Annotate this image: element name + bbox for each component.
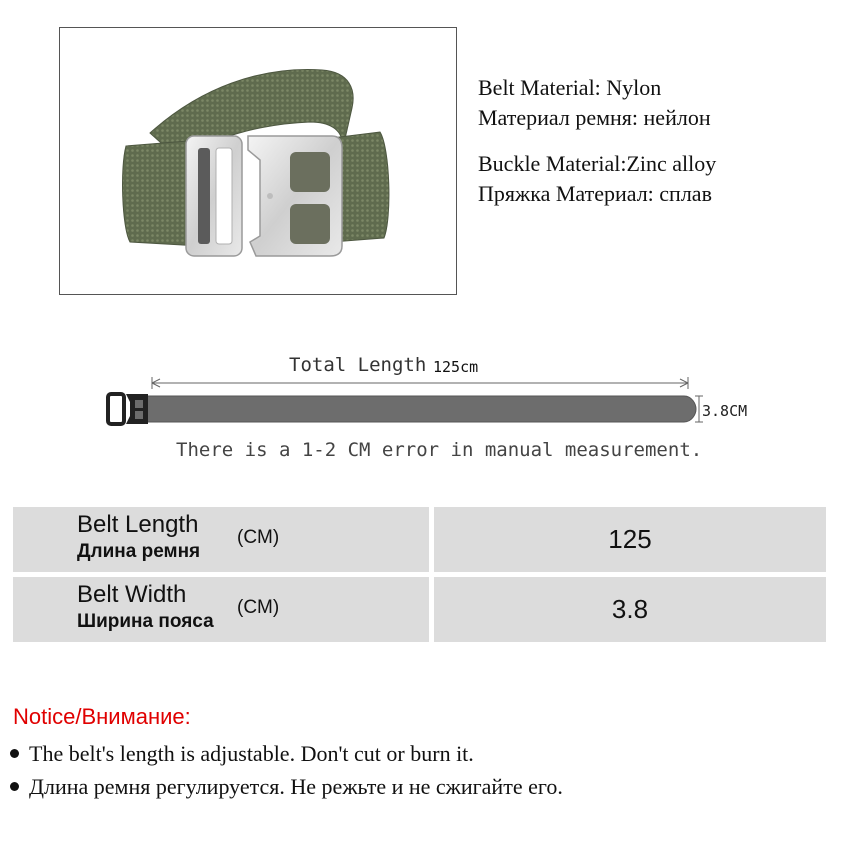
measurement-error-note: There is a 1-2 CM error in manual measurement. [176,439,703,461]
row-value: 3.8 [611,594,649,624]
notice-text: Длина ремня регулируется. Не режьте и не сжигайте его. [29,774,563,799]
row-label-ru: Ширина пояса [77,611,214,632]
row-value: 125 [608,524,652,554]
notice-item [10,741,474,767]
belt-size-diagram [0,320,850,470]
belt-material-ru: Материал ремня: нейлон [478,105,711,130]
row-value-cell [434,507,826,572]
belt-strap-icon [146,396,696,422]
row-label-ru: Длина ремня [77,541,201,562]
row-label-cell [13,577,429,642]
row-label-cell [13,507,429,572]
product-photo [59,27,457,295]
table-row [13,507,826,572]
notice-title: Notice/Внимание: [13,704,191,729]
notice-item [10,774,563,800]
belt-photo-icon [60,28,456,294]
buckle-material-en: Buckle Material:Zinc alloy [478,151,717,176]
buckle-material-ru: Пряжка Материал: сплав [478,181,712,206]
width-value: 3.8CM [702,402,748,420]
row-unit: (CM) [237,597,280,618]
total-length-label: Total Length [289,354,427,376]
table-row [13,577,826,642]
notice-text: The belt's length is adjustable. Don't cut or burn it. [29,741,474,766]
row-value-cell [434,577,826,642]
bullet-icon [10,782,19,791]
belt-material-en: Belt Material: Nylon [478,75,662,100]
total-length-value: 125cm [433,358,479,376]
bullet-icon [10,749,19,758]
row-label-en: Belt Length [77,511,199,538]
buckle-icon [108,394,148,424]
row-unit: (CM) [237,527,280,548]
material-specs [478,73,716,209]
row-label-en: Belt Width [77,581,187,608]
